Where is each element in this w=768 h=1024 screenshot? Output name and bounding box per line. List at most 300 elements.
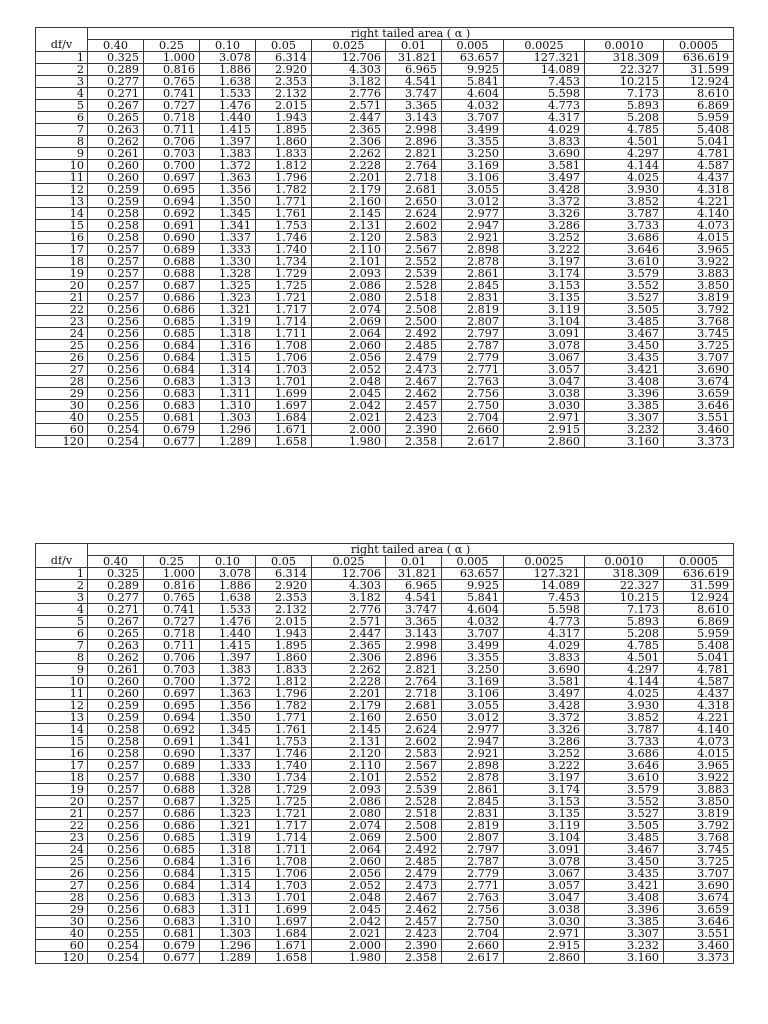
value-cell: 1.310 xyxy=(200,400,256,412)
value-cell: 2.704 xyxy=(442,928,504,940)
value-cell: 0.700 xyxy=(144,676,200,688)
value-cell: 2.704 xyxy=(442,412,504,424)
value-cell: 3.174 xyxy=(504,784,585,796)
value-cell: 2.160 xyxy=(312,196,386,208)
value-cell: 3.428 xyxy=(504,184,585,196)
table-row xyxy=(36,412,734,424)
value-cell: 3.497 xyxy=(504,688,585,700)
value-cell: 4.317 xyxy=(504,112,585,124)
value-cell: 3.686 xyxy=(585,232,664,244)
value-cell: 1.721 xyxy=(256,292,312,304)
table-row xyxy=(36,640,734,652)
value-cell: 3.038 xyxy=(504,388,585,400)
value-cell: 0.691 xyxy=(144,736,200,748)
value-cell: 3.408 xyxy=(585,376,664,388)
value-cell: 4.785 xyxy=(585,124,664,136)
value-cell: 0.258 xyxy=(88,232,144,244)
value-cell: 0.684 xyxy=(144,352,200,364)
value-cell: 2.457 xyxy=(386,400,442,412)
value-cell: 2.500 xyxy=(386,316,442,328)
value-cell: 0.325 xyxy=(88,52,144,64)
value-cell: 2.228 xyxy=(312,676,386,688)
value-cell: 12.924 xyxy=(664,76,734,88)
value-cell: 1.333 xyxy=(200,244,256,256)
value-cell: 9.925 xyxy=(442,64,504,76)
value-cell: 3.135 xyxy=(504,808,585,820)
value-cell: 3.646 xyxy=(664,916,734,928)
value-cell: 3.659 xyxy=(664,904,734,916)
df-cell: 6 xyxy=(36,112,88,124)
value-cell: 3.307 xyxy=(585,412,664,424)
value-cell: 2.052 xyxy=(312,880,386,892)
df-cell: 6 xyxy=(36,628,88,640)
value-cell: 12.706 xyxy=(312,568,386,580)
value-cell: 2.602 xyxy=(386,220,442,232)
table-row xyxy=(36,808,734,820)
t-table-bottom xyxy=(35,543,734,964)
value-cell: 2.060 xyxy=(312,340,386,352)
value-cell: 318.309 xyxy=(585,52,664,64)
df-cell: 18 xyxy=(36,256,88,268)
value-cell: 8.610 xyxy=(664,88,734,100)
value-cell: 0.686 xyxy=(144,292,200,304)
df-cell: 15 xyxy=(36,736,88,748)
value-cell: 3.365 xyxy=(386,616,442,628)
value-cell: 3.965 xyxy=(664,760,734,772)
value-cell: 4.029 xyxy=(504,124,585,136)
value-cell: 2.306 xyxy=(312,136,386,148)
value-cell: 6.869 xyxy=(664,616,734,628)
alpha-header: 0.025 xyxy=(312,40,386,52)
value-cell: 3.792 xyxy=(664,820,734,832)
value-cell: 3.252 xyxy=(504,748,585,760)
alpha-header: 0.40 xyxy=(88,40,144,52)
value-cell: 2.947 xyxy=(442,220,504,232)
t-table-top xyxy=(35,27,734,448)
value-cell: 2.467 xyxy=(386,376,442,388)
value-cell: 0.741 xyxy=(144,604,200,616)
value-cell: 3.733 xyxy=(585,220,664,232)
value-cell: 0.262 xyxy=(88,136,144,148)
value-cell: 1.746 xyxy=(256,748,312,760)
table-row xyxy=(36,832,734,844)
table-row xyxy=(36,700,734,712)
value-cell: 0.277 xyxy=(88,76,144,88)
value-cell: 3.768 xyxy=(664,832,734,844)
value-cell: 1.701 xyxy=(256,892,312,904)
value-cell: 3.091 xyxy=(504,844,585,856)
value-cell: 1.330 xyxy=(200,772,256,784)
value-cell: 3.250 xyxy=(442,148,504,160)
table-row xyxy=(36,400,734,412)
value-cell: 2.042 xyxy=(312,916,386,928)
value-cell: 4.303 xyxy=(312,580,386,592)
value-cell: 2.060 xyxy=(312,856,386,868)
value-cell: 0.684 xyxy=(144,340,200,352)
value-cell: 2.681 xyxy=(386,700,442,712)
value-cell: 4.144 xyxy=(585,676,664,688)
value-cell: 1.812 xyxy=(256,160,312,172)
value-cell: 5.841 xyxy=(442,592,504,604)
value-cell: 3.232 xyxy=(585,424,664,436)
value-cell: 2.086 xyxy=(312,796,386,808)
table-row xyxy=(36,220,734,232)
value-cell: 0.259 xyxy=(88,700,144,712)
value-cell: 3.768 xyxy=(664,316,734,328)
value-cell: 1.321 xyxy=(200,304,256,316)
value-cell: 2.998 xyxy=(386,640,442,652)
value-cell: 2.920 xyxy=(256,64,312,76)
alpha-header: 0.0005 xyxy=(664,556,734,568)
value-cell: 2.977 xyxy=(442,724,504,736)
value-cell: 1.734 xyxy=(256,772,312,784)
value-cell: 3.965 xyxy=(664,244,734,256)
corner-cell xyxy=(36,28,88,40)
df-cell: 27 xyxy=(36,880,88,892)
value-cell: 2.306 xyxy=(312,652,386,664)
value-cell: 3.038 xyxy=(504,904,585,916)
value-cell: 2.797 xyxy=(442,844,504,856)
value-cell: 0.695 xyxy=(144,700,200,712)
value-cell: 2.423 xyxy=(386,928,442,940)
alpha-header: 0.25 xyxy=(144,556,200,568)
value-cell: 0.703 xyxy=(144,664,200,676)
value-cell: 2.390 xyxy=(386,424,442,436)
value-cell: 2.462 xyxy=(386,388,442,400)
value-cell: 3.499 xyxy=(442,124,504,136)
alpha-header: 0.0025 xyxy=(504,40,585,52)
value-cell: 31.599 xyxy=(664,64,734,76)
table-row xyxy=(36,592,734,604)
value-cell: 4.025 xyxy=(585,172,664,184)
value-cell: 3.373 xyxy=(664,952,734,964)
value-cell: 3.659 xyxy=(664,388,734,400)
value-cell: 0.679 xyxy=(144,940,200,952)
value-cell: 2.447 xyxy=(312,112,386,124)
value-cell: 1.658 xyxy=(256,436,312,448)
value-cell: 3.745 xyxy=(664,844,734,856)
value-cell: 3.106 xyxy=(442,688,504,700)
value-cell: 10.215 xyxy=(585,76,664,88)
df-cell: 13 xyxy=(36,712,88,724)
value-cell: 2.764 xyxy=(386,160,442,172)
value-cell: 2.860 xyxy=(504,436,585,448)
value-cell: 3.747 xyxy=(386,88,442,100)
value-cell: 2.539 xyxy=(386,784,442,796)
value-cell: 0.256 xyxy=(88,868,144,880)
value-cell: 1.725 xyxy=(256,796,312,808)
alpha-header-row xyxy=(36,556,734,568)
alpha-header: 0.005 xyxy=(442,40,504,52)
table-row xyxy=(36,388,734,400)
value-cell: 1.318 xyxy=(200,328,256,340)
value-cell: 1.706 xyxy=(256,352,312,364)
value-cell: 4.297 xyxy=(585,148,664,160)
value-cell: 2.756 xyxy=(442,388,504,400)
value-cell: 3.057 xyxy=(504,364,585,376)
value-cell: 2.898 xyxy=(442,760,504,772)
value-cell: 2.539 xyxy=(386,268,442,280)
value-cell: 0.683 xyxy=(144,916,200,928)
value-cell: 4.032 xyxy=(442,616,504,628)
value-cell: 3.552 xyxy=(585,796,664,808)
value-cell: 2.896 xyxy=(386,652,442,664)
value-cell: 3.197 xyxy=(504,772,585,784)
value-cell: 1.860 xyxy=(256,652,312,664)
value-cell: 0.683 xyxy=(144,388,200,400)
value-cell: 2.602 xyxy=(386,736,442,748)
value-cell: 0.694 xyxy=(144,196,200,208)
value-cell: 2.479 xyxy=(386,868,442,880)
value-cell: 3.707 xyxy=(442,628,504,640)
value-cell: 2.473 xyxy=(386,880,442,892)
value-cell: 2.080 xyxy=(312,808,386,820)
value-cell: 3.690 xyxy=(504,664,585,676)
value-cell: 2.132 xyxy=(256,88,312,100)
value-cell: 1.316 xyxy=(200,856,256,868)
value-cell: 0.259 xyxy=(88,196,144,208)
value-cell: 1.415 xyxy=(200,640,256,652)
df-cell: 23 xyxy=(36,832,88,844)
value-cell: 3.450 xyxy=(585,856,664,868)
df-cell: 14 xyxy=(36,724,88,736)
value-cell: 0.258 xyxy=(88,208,144,220)
value-cell: 3.792 xyxy=(664,304,734,316)
value-cell: 3.119 xyxy=(504,304,585,316)
value-cell: 1.318 xyxy=(200,844,256,856)
df-cell: 8 xyxy=(36,136,88,148)
value-cell: 0.256 xyxy=(88,892,144,904)
value-cell: 0.257 xyxy=(88,772,144,784)
table-row xyxy=(36,844,734,856)
value-cell: 3.055 xyxy=(442,700,504,712)
value-cell: 0.256 xyxy=(88,304,144,316)
value-cell: 1.729 xyxy=(256,268,312,280)
table-row xyxy=(36,52,734,64)
table-row xyxy=(36,604,734,616)
value-cell: 2.878 xyxy=(442,256,504,268)
value-cell: 2.650 xyxy=(386,712,442,724)
value-cell: 0.686 xyxy=(144,820,200,832)
value-cell: 1.323 xyxy=(200,292,256,304)
value-cell: 2.365 xyxy=(312,124,386,136)
value-cell: 14.089 xyxy=(504,580,585,592)
value-cell: 1.761 xyxy=(256,208,312,220)
value-cell: 4.140 xyxy=(664,208,734,220)
value-cell: 3.646 xyxy=(585,760,664,772)
value-cell: 1.325 xyxy=(200,796,256,808)
df-cell: 28 xyxy=(36,892,88,904)
value-cell: 2.045 xyxy=(312,904,386,916)
value-cell: 2.056 xyxy=(312,352,386,364)
value-cell: 0.718 xyxy=(144,628,200,640)
value-cell: 0.700 xyxy=(144,160,200,172)
value-cell: 7.453 xyxy=(504,76,585,88)
value-cell: 3.047 xyxy=(504,892,585,904)
value-cell: 2.571 xyxy=(312,100,386,112)
value-cell: 3.078 xyxy=(200,52,256,64)
value-cell: 2.567 xyxy=(386,760,442,772)
value-cell: 1.699 xyxy=(256,904,312,916)
df-cell: 25 xyxy=(36,856,88,868)
value-cell: 1.771 xyxy=(256,712,312,724)
value-cell: 2.201 xyxy=(312,688,386,700)
value-cell: 0.688 xyxy=(144,268,200,280)
value-cell: 0.254 xyxy=(88,424,144,436)
value-cell: 2.179 xyxy=(312,700,386,712)
value-cell: 0.706 xyxy=(144,652,200,664)
value-cell: 1.000 xyxy=(144,52,200,64)
table-row xyxy=(36,952,734,964)
value-cell: 1.341 xyxy=(200,736,256,748)
value-cell: 3.153 xyxy=(504,280,585,292)
value-cell: 3.551 xyxy=(664,928,734,940)
df-cell: 60 xyxy=(36,940,88,952)
value-cell: 2.064 xyxy=(312,844,386,856)
value-cell: 3.286 xyxy=(504,736,585,748)
table-row xyxy=(36,760,734,772)
value-cell: 4.437 xyxy=(664,172,734,184)
value-cell: 0.254 xyxy=(88,940,144,952)
value-cell: 0.687 xyxy=(144,280,200,292)
value-cell: 3.733 xyxy=(585,736,664,748)
df-cell: 29 xyxy=(36,904,88,916)
value-cell: 3.385 xyxy=(585,916,664,928)
value-cell: 3.460 xyxy=(664,940,734,952)
value-cell: 0.256 xyxy=(88,388,144,400)
value-cell: 2.000 xyxy=(312,424,386,436)
value-cell: 1.833 xyxy=(256,148,312,160)
value-cell: 4.587 xyxy=(664,676,734,688)
value-cell: 2.787 xyxy=(442,856,504,868)
table-row xyxy=(36,616,734,628)
df-cell: 40 xyxy=(36,928,88,940)
value-cell: 0.677 xyxy=(144,952,200,964)
value-cell: 3.467 xyxy=(585,328,664,340)
value-cell: 1.341 xyxy=(200,220,256,232)
value-cell: 7.173 xyxy=(585,88,664,100)
value-cell: 3.067 xyxy=(504,352,585,364)
value-cell: 0.258 xyxy=(88,724,144,736)
df-cell: 1 xyxy=(36,568,88,580)
value-cell: 31.599 xyxy=(664,580,734,592)
value-cell: 5.408 xyxy=(664,124,734,136)
value-cell: 3.396 xyxy=(585,388,664,400)
caption-row xyxy=(36,28,734,40)
value-cell: 3.787 xyxy=(585,724,664,736)
value-cell: 2.518 xyxy=(386,292,442,304)
value-cell: 0.256 xyxy=(88,340,144,352)
value-cell: 0.260 xyxy=(88,160,144,172)
value-cell: 2.920 xyxy=(256,580,312,592)
value-cell: 0.325 xyxy=(88,568,144,580)
value-cell: 0.690 xyxy=(144,748,200,760)
value-cell: 0.271 xyxy=(88,88,144,100)
value-cell: 3.690 xyxy=(664,880,734,892)
alpha-header: 0.01 xyxy=(386,40,442,52)
value-cell: 3.467 xyxy=(585,844,664,856)
value-cell: 4.541 xyxy=(386,76,442,88)
df-cell: 13 xyxy=(36,196,88,208)
df-cell: 23 xyxy=(36,316,88,328)
value-cell: 0.257 xyxy=(88,808,144,820)
value-cell: 7.453 xyxy=(504,592,585,604)
value-cell: 0.689 xyxy=(144,244,200,256)
value-cell: 12.924 xyxy=(664,592,734,604)
value-cell: 0.684 xyxy=(144,868,200,880)
value-cell: 3.057 xyxy=(504,880,585,892)
df-cell: 15 xyxy=(36,220,88,232)
value-cell: 31.821 xyxy=(386,52,442,64)
table-row xyxy=(36,184,734,196)
value-cell: 12.706 xyxy=(312,52,386,64)
value-cell: 1.753 xyxy=(256,736,312,748)
table-row xyxy=(36,172,734,184)
value-cell: 1.699 xyxy=(256,388,312,400)
value-cell: 1.771 xyxy=(256,196,312,208)
value-cell: 0.695 xyxy=(144,184,200,196)
value-cell: 2.771 xyxy=(442,364,504,376)
value-cell: 0.258 xyxy=(88,736,144,748)
table-row xyxy=(36,148,734,160)
value-cell: 0.718 xyxy=(144,112,200,124)
value-cell: 3.527 xyxy=(585,808,664,820)
value-cell: 4.025 xyxy=(585,688,664,700)
value-cell: 2.718 xyxy=(386,172,442,184)
value-cell: 2.467 xyxy=(386,892,442,904)
df-header: df/v xyxy=(36,40,88,52)
df-cell: 16 xyxy=(36,232,88,244)
value-cell: 2.492 xyxy=(386,328,442,340)
value-cell: 1.703 xyxy=(256,880,312,892)
value-cell: 2.508 xyxy=(386,304,442,316)
value-cell: 2.878 xyxy=(442,772,504,784)
value-cell: 0.257 xyxy=(88,760,144,772)
df-cell: 12 xyxy=(36,700,88,712)
value-cell: 127.321 xyxy=(504,568,585,580)
value-cell: 0.686 xyxy=(144,808,200,820)
value-cell: 5.959 xyxy=(664,628,734,640)
value-cell: 3.067 xyxy=(504,868,585,880)
value-cell: 0.261 xyxy=(88,148,144,160)
table-row xyxy=(36,232,734,244)
corner-cell xyxy=(36,544,88,556)
table-row xyxy=(36,112,734,124)
table-row xyxy=(36,268,734,280)
value-cell: 1.303 xyxy=(200,928,256,940)
value-cell: 2.819 xyxy=(442,820,504,832)
df-cell: 7 xyxy=(36,124,88,136)
value-cell: 2.915 xyxy=(504,424,585,436)
df-cell: 4 xyxy=(36,604,88,616)
value-cell: 3.833 xyxy=(504,136,585,148)
value-cell: 1.296 xyxy=(200,424,256,436)
value-cell: 3.581 xyxy=(504,160,585,172)
table-row xyxy=(36,208,734,220)
value-cell: 0.677 xyxy=(144,436,200,448)
value-cell: 3.047 xyxy=(504,376,585,388)
value-cell: 3.030 xyxy=(504,916,585,928)
value-cell: 1.761 xyxy=(256,724,312,736)
value-cell: 2.787 xyxy=(442,340,504,352)
value-cell: 0.265 xyxy=(88,628,144,640)
table-row xyxy=(36,100,734,112)
value-cell: 2.479 xyxy=(386,352,442,364)
value-cell: 2.660 xyxy=(442,940,504,952)
value-cell: 3.385 xyxy=(585,400,664,412)
value-cell: 1.313 xyxy=(200,376,256,388)
df-cell: 11 xyxy=(36,688,88,700)
